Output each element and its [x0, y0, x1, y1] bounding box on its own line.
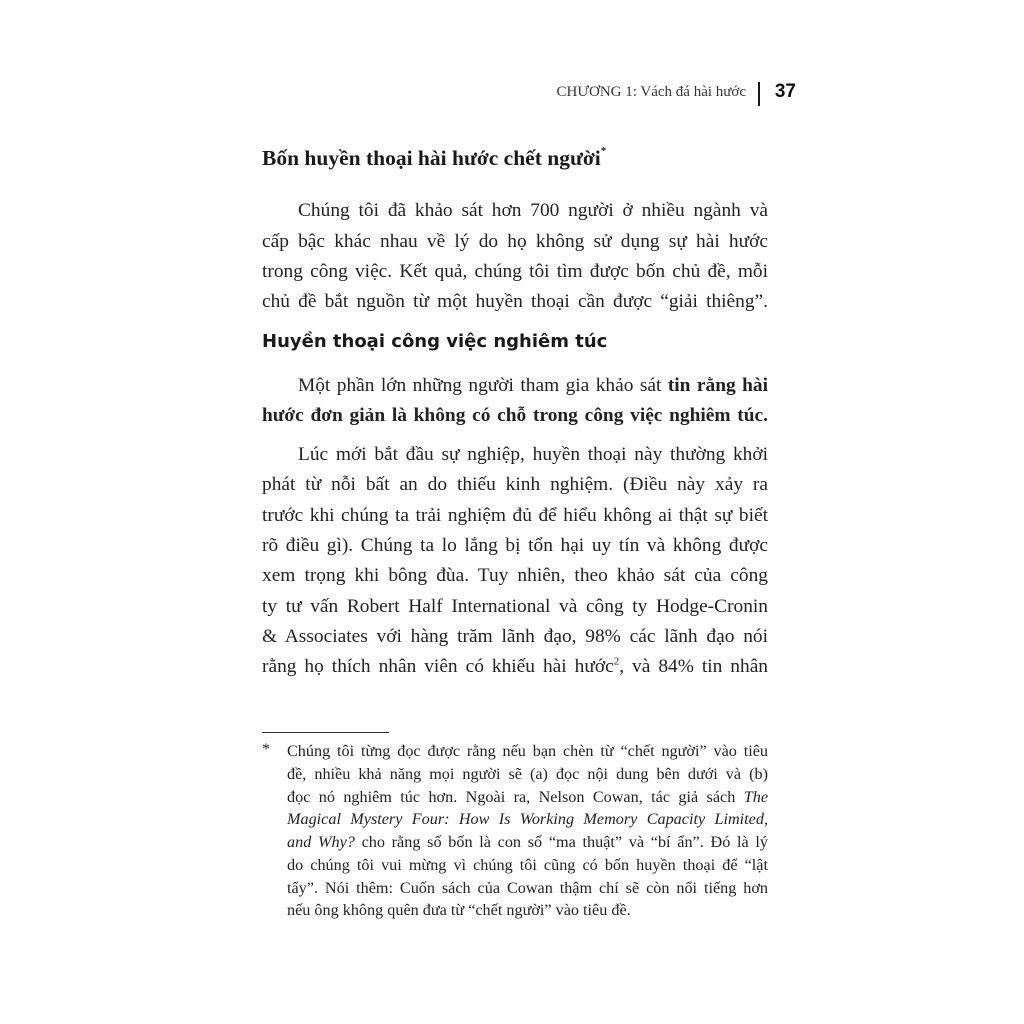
paragraph-line: ty tư vấn Robert Half International và công ty Hodge-Cronin	[262, 596, 768, 617]
line-text: rằng họ thích nhân viên có khiếu hài hước	[262, 656, 614, 677]
paragraph-line	[298, 371, 768, 401]
footnote-line	[287, 808, 768, 831]
paragraph-line: phát từ nỗi bất an do thiếu kinh nghiệm. (Điều này xảy ra	[262, 474, 768, 495]
paragraph-line: Chúng tôi đã khảo sát hơn 700 người ở nhiều ngành và	[298, 200, 768, 221]
footnote-line: nếu ông không quên đưa từ “chết người” vào tiêu đề.	[287, 901, 631, 919]
book-title-text: The	[743, 788, 768, 806]
footnote-divider	[262, 732, 389, 733]
emphasis-text: tin rằng hài	[667, 375, 768, 396]
paragraph-line	[262, 652, 768, 682]
line-text: đọc nó nghiêm túc hơn. Ngoài ra, Nelson Cowan, tác giả sách	[287, 788, 744, 806]
line-text: Một phần lớn những người tham gia khảo sát	[298, 375, 668, 396]
paragraph-line: Lúc mới bắt đầu sự nghiệp, huyền thoại này thường khởi	[298, 444, 768, 465]
footnote-mark: *	[262, 741, 270, 758]
paragraph-line: trong công việc. Kết quả, chúng tôi tìm được bốn chủ đề, mỗi	[262, 261, 768, 282]
chapter-title: CHƯƠNG 1: Vách đá hài hước	[556, 84, 746, 100]
endnote-reference: 2	[613, 655, 620, 668]
page-number: 37	[774, 81, 796, 102]
footnote-marker: *	[600, 144, 607, 157]
line-text: cho rằng số bốn là con số “ma thuật” và “bí ẩn”. Đó là lý	[354, 833, 768, 851]
section-heading-text: Bốn huyền thoại hài hước chết người	[262, 146, 601, 170]
footnote-line: Chúng tôi từng đọc được rằng nếu bạn chèn từ “chết người” vào tiêu	[287, 742, 768, 760]
paragraph-line: cấp bậc khác nhau về lý do họ không sử dụng sự hài hước	[262, 231, 768, 252]
footnote-line	[287, 786, 768, 809]
footnote-line: tẩy”. Nói thêm: Cuốn sách của Cowan thậm chí sẽ còn nổi tiếng hơn	[287, 879, 768, 897]
subsection-heading: Huyền thoại công việc nghiêm túc	[262, 331, 608, 352]
book-title-text: and Why?	[287, 833, 355, 851]
line-text: , và 84% tin nhân	[619, 656, 768, 677]
footnote-line	[287, 831, 768, 854]
paragraph-line: rõ điều gì). Chúng ta lo lắng bị tổn hại uy tín và không được	[262, 535, 768, 556]
paragraph-line: & Associates với hàng trăm lãnh đạo, 98% các lãnh đạo nói	[262, 626, 768, 647]
paragraph-line: trước khi chúng ta trải nghiệm đủ để hiểu không ai thật sự biết	[262, 505, 768, 526]
emphasis-line: hước đơn giản là không có chỗ trong công việc nghiêm túc.	[262, 405, 768, 426]
paragraph-line: chủ đề bắt nguồn từ một huyền thoại cần được “giải thiêng”.	[262, 291, 768, 312]
section-heading	[262, 146, 606, 171]
running-head	[430, 82, 796, 108]
header-divider	[758, 82, 760, 106]
footnote-line: do chúng tôi vui mừng vì chúng tôi cũng có bốn huyền thoại để “lật	[287, 856, 768, 874]
book-title-text: Magical Mystery Four: How Is Working Memory Capacity Limited,	[287, 810, 768, 828]
paragraph-line: xem trọng khi bông đùa. Tuy nhiên, theo khảo sát của công	[262, 565, 768, 586]
footnote-line: đề, nhiều khả năng mọi người sẽ (a) đọc nội dung bên dưới và (b)	[287, 765, 768, 783]
